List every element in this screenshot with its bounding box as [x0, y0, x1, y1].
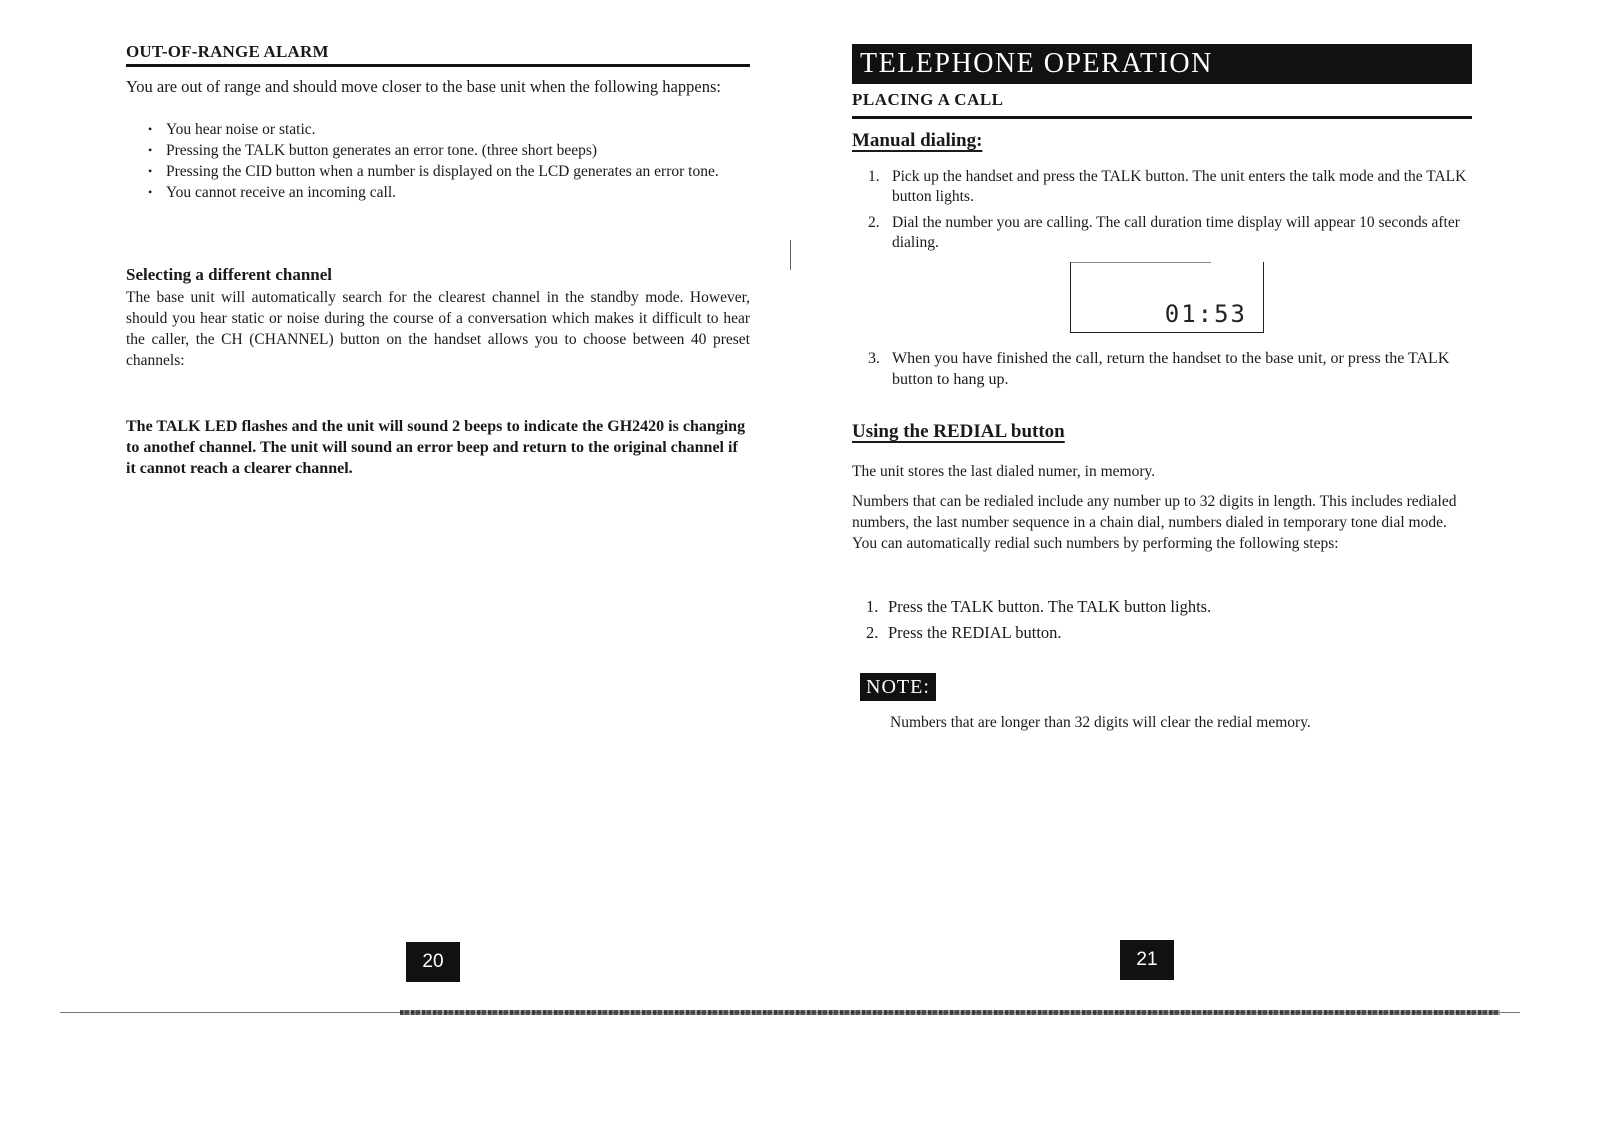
lcd-display	[1070, 262, 1264, 333]
manual-dialing-heading: Manual dialing:	[852, 130, 983, 151]
step-text: When you have finished the call, return the handset to the base unit, or press the TALK button to hang up.	[892, 350, 1450, 388]
channel-subheading: Selecting a different channel	[126, 265, 333, 284]
note-badge: NOTE:	[860, 673, 936, 701]
channel-paragraph: The base unit will automatically search for the clearest channel in the standby mode. However, should you hear static or noise during the course of a conversation which makes it difficult to hear the caller, the CH (CHANNEL) button on the handset allows you to choose between 40 preset channels:	[126, 289, 750, 369]
scan-edge	[60, 1010, 1520, 1016]
list-item	[868, 213, 1472, 253]
out-of-range-heading: OUT-OF-RANGE ALARM	[126, 42, 329, 61]
step-text: Dial the number you are calling. The call duration time display will appear 10 seconds after dialing.	[892, 214, 1460, 251]
gutter-mark	[790, 240, 791, 270]
talk-led-note: The TALK LED flashes and the unit will sound 2 beeps to indicate the GH2420 is changing to anothef channel. The unit will sound an error beep and return to the original channel if it cannot reach a clearer channel.	[126, 418, 746, 477]
placing-call-heading: PLACING A CALL	[852, 90, 1004, 109]
list-item: • You hear noise or static.	[148, 119, 748, 140]
page-number-left: 20	[406, 942, 460, 982]
step-number: 1.	[866, 597, 879, 616]
list-item	[868, 348, 1472, 390]
list-item: • You cannot receive an incoming call.	[148, 182, 748, 203]
heading-rule	[852, 116, 1472, 119]
list-item	[866, 620, 1466, 646]
redial-description: Numbers that can be redialed include any number up to 32 digits in length. This includes redialed numbers, the last number sequence in a chain dial, numbers dialed in temporary tone dial mode. You can automatically redial such numbers by performing the following steps:	[852, 493, 1457, 552]
step-text: Press the REDIAL button.	[888, 623, 1062, 642]
page-number-right: 21	[1120, 940, 1174, 980]
note-text: Numbers that are longer than 32 digits will clear the redial memory.	[890, 714, 1311, 731]
step-number: 1.	[868, 168, 880, 185]
out-of-range-intro: You are out of range and should move closer to the base unit when the following happens:	[126, 77, 721, 96]
lcd-duration-value: 01:53	[1164, 300, 1247, 328]
step-number: 2.	[868, 214, 880, 231]
list-item	[866, 594, 1466, 620]
scan-edge-band	[400, 1010, 1500, 1015]
step-number: 3.	[868, 350, 880, 367]
list-item: • Pressing the TALK button generates an error tone. (three short beeps)	[148, 140, 748, 161]
list-item	[868, 167, 1472, 207]
redial-intro: The unit stores the last dialed numer, in memory.	[852, 463, 1156, 480]
redial-heading: Using the REDIAL button	[852, 421, 1065, 442]
redial-steps	[866, 594, 1466, 646]
lcd-top-edge	[1071, 262, 1211, 263]
section-banner: TELEPHONE OPERATION	[852, 44, 1472, 84]
heading-rule	[126, 64, 750, 67]
out-of-range-list	[148, 119, 748, 203]
step-text: Press the TALK button. The TALK button lights.	[888, 597, 1212, 616]
step-number: 2.	[866, 623, 879, 642]
manual-dialing-step-3	[868, 348, 1472, 390]
manual-dialing-steps	[868, 167, 1472, 259]
step-text: Pick up the handset and press the TALK button. The unit enters the talk mode and the TALK button lights.	[892, 168, 1467, 205]
list-item: • Pressing the CID button when a number is displayed on the LCD generates an error tone.	[148, 161, 748, 182]
